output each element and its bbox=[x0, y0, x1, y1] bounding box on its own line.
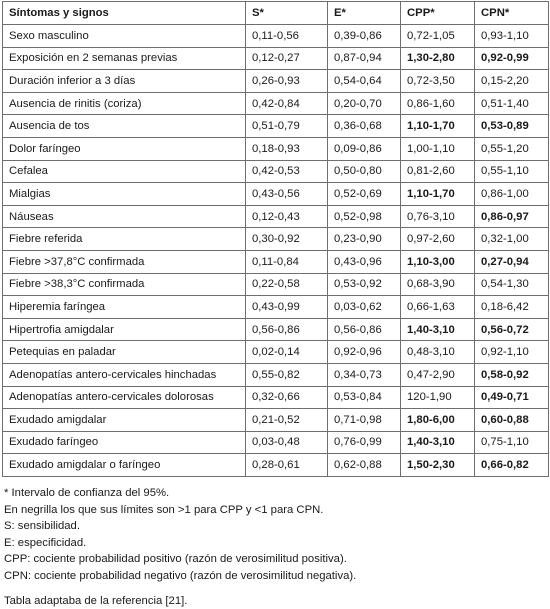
cell-cpn: 0,60-0,88 bbox=[475, 409, 549, 432]
cell-cpn: 0,93-1,10 bbox=[475, 25, 549, 48]
cell-specificity: 0,62-0,88 bbox=[328, 454, 401, 477]
footnote-cpp: CPP: cociente probabilidad positivo (razón de verosimilitud positiva). bbox=[4, 553, 347, 566]
table-row bbox=[3, 341, 549, 364]
cell-sensitivity: 0,32-0,66 bbox=[246, 386, 328, 409]
cell-sensitivity: 0,51-0,79 bbox=[246, 115, 328, 138]
footnote-bold: En negrilla los que sus límites son >1 para CPP y <1 para CPN. bbox=[4, 503, 324, 516]
table-row bbox=[3, 454, 549, 477]
cell-cpp: 0,81-2,60 bbox=[401, 160, 475, 183]
cell-symptom: Fiebre referida bbox=[3, 228, 246, 251]
cell-symptom: Fiebre >37,8°C confirmada bbox=[3, 250, 246, 273]
cell-cpp: 1,40-3,10 bbox=[401, 431, 475, 454]
table-row bbox=[3, 318, 549, 341]
cell-symptom: Adenopatías antero-cervicales dolorosas bbox=[3, 386, 246, 409]
cell-sensitivity: 0,55-0,82 bbox=[246, 363, 328, 386]
table-row bbox=[3, 160, 549, 183]
cell-cpp: 1,10-1,70 bbox=[401, 115, 475, 138]
cell-cpn: 0,58-0,92 bbox=[475, 363, 549, 386]
cell-cpp: 0,66-1,63 bbox=[401, 296, 475, 319]
cell-specificity: 0,43-0,96 bbox=[328, 250, 401, 273]
cell-sensitivity: 0,12-0,43 bbox=[246, 205, 328, 228]
cell-specificity: 0,92-0,96 bbox=[328, 341, 401, 364]
table-row bbox=[3, 363, 549, 386]
cell-specificity: 0,56-0,86 bbox=[328, 318, 401, 341]
cell-specificity: 0,53-0,84 bbox=[328, 386, 401, 409]
cell-cpp: 0,76-3,10 bbox=[401, 205, 475, 228]
cell-specificity: 0,71-0,98 bbox=[328, 409, 401, 432]
cell-specificity: 0,53-0,92 bbox=[328, 273, 401, 296]
cell-sensitivity: 0,21-0,52 bbox=[246, 409, 328, 432]
cell-sensitivity: 0,22-0,58 bbox=[246, 273, 328, 296]
cell-cpp: 0,48-3,10 bbox=[401, 341, 475, 364]
cell-sensitivity: 0,11-0,56 bbox=[246, 25, 328, 48]
table-header-row bbox=[3, 2, 549, 25]
cell-specificity: 0,36-0,68 bbox=[328, 115, 401, 138]
footnote-e: E: especificidad. bbox=[4, 536, 87, 549]
cell-cpp: 1,30-2,80 bbox=[401, 47, 475, 70]
header-specificity: E* bbox=[328, 2, 401, 25]
cell-sensitivity: 0,43-0,99 bbox=[246, 296, 328, 319]
cell-cpn: 0,18-6,42 bbox=[475, 296, 549, 319]
cell-sensitivity: 0,26-0,93 bbox=[246, 70, 328, 93]
cell-cpn: 0,54-1,30 bbox=[475, 273, 549, 296]
table-row bbox=[3, 409, 549, 432]
table-row bbox=[3, 183, 549, 206]
footnote-cpn: CPN: cociente probabilidad negativo (razón de verosimilitud negativa). bbox=[4, 569, 357, 582]
cell-sensitivity: 0,43-0,56 bbox=[246, 183, 328, 206]
cell-specificity: 0,54-0,64 bbox=[328, 70, 401, 93]
cell-specificity: 0,39-0,86 bbox=[328, 25, 401, 48]
cell-sensitivity: 0,12-0,27 bbox=[246, 47, 328, 70]
footnote-s: S: sensibilidad. bbox=[4, 520, 80, 533]
header-sensitivity: S* bbox=[246, 2, 328, 25]
cell-cpp: 1,00-1,10 bbox=[401, 137, 475, 160]
cell-cpn: 0,92-1,10 bbox=[475, 341, 549, 364]
cell-cpn: 0,51-1,40 bbox=[475, 92, 549, 115]
cell-specificity: 0,09-0,86 bbox=[328, 137, 401, 160]
cell-sensitivity: 0,11-0,84 bbox=[246, 250, 328, 273]
table-row bbox=[3, 431, 549, 454]
cell-cpp: 1,10-3,00 bbox=[401, 250, 475, 273]
cell-symptom: Fiebre >38,3°C confirmada bbox=[3, 273, 246, 296]
cell-cpn: 0,27-0,94 bbox=[475, 250, 549, 273]
table-row bbox=[3, 228, 549, 251]
table-row bbox=[3, 273, 549, 296]
cell-specificity: 0,20-0,70 bbox=[328, 92, 401, 115]
cell-symptom: Exposición en 2 semanas previas bbox=[3, 47, 246, 70]
cell-cpn: 0,86-1,00 bbox=[475, 183, 549, 206]
cell-cpp: 1,80-6,00 bbox=[401, 409, 475, 432]
cell-cpp: 0,72-3,50 bbox=[401, 70, 475, 93]
cell-cpn: 0,75-1,10 bbox=[475, 431, 549, 454]
cell-sensitivity: 0,42-0,53 bbox=[246, 160, 328, 183]
cell-symptom: Mialgias bbox=[3, 183, 246, 206]
cell-symptom: Ausencia de tos bbox=[3, 115, 246, 138]
table-row bbox=[3, 296, 549, 319]
cell-cpp: 1,50-2,30 bbox=[401, 454, 475, 477]
cell-symptom: Hiperemia faríngea bbox=[3, 296, 246, 319]
cell-symptom: Exudado amigdalar o faríngeo bbox=[3, 454, 246, 477]
cell-specificity: 0,03-0,62 bbox=[328, 296, 401, 319]
footnote-ci: * Intervalo de confianza del 95%. bbox=[4, 487, 170, 499]
table-row bbox=[3, 92, 549, 115]
cell-sensitivity: 0,02-0,14 bbox=[246, 341, 328, 364]
cell-specificity: 0,50-0,80 bbox=[328, 160, 401, 183]
table-row bbox=[3, 386, 549, 409]
cell-cpp: 1,40-3,10 bbox=[401, 318, 475, 341]
cell-cpn: 0,92-0,99 bbox=[475, 47, 549, 70]
cell-cpn: 0,66-0,82 bbox=[475, 454, 549, 477]
cell-specificity: 0,87-0,94 bbox=[328, 47, 401, 70]
cell-symptom: Exudado faríngeo bbox=[3, 431, 246, 454]
cell-symptom: Náuseas bbox=[3, 205, 246, 228]
cell-specificity: 0,52-0,98 bbox=[328, 205, 401, 228]
symptoms-table bbox=[2, 1, 549, 477]
cell-symptom: Sexo masculino bbox=[3, 25, 246, 48]
cell-specificity: 0,76-0,99 bbox=[328, 431, 401, 454]
cell-sensitivity: 0,56-0,86 bbox=[246, 318, 328, 341]
cell-sensitivity: 0,18-0,93 bbox=[246, 137, 328, 160]
cell-specificity: 0,23-0,90 bbox=[328, 228, 401, 251]
cell-sensitivity: 0,42-0,84 bbox=[246, 92, 328, 115]
header-cpn: CPN* bbox=[475, 2, 549, 25]
table-body bbox=[3, 25, 549, 477]
cell-symptom: Dolor faríngeo bbox=[3, 137, 246, 160]
cell-specificity: 0,52-0,69 bbox=[328, 183, 401, 206]
cell-cpp: 0,68-3,90 bbox=[401, 273, 475, 296]
table-row bbox=[3, 70, 549, 93]
cell-symptom: Exudado amigdalar bbox=[3, 409, 246, 432]
cell-cpn: 0,32-1,00 bbox=[475, 228, 549, 251]
cell-cpn: 0,55-1,20 bbox=[475, 137, 549, 160]
cell-cpn: 0,53-0,89 bbox=[475, 115, 549, 138]
table-row bbox=[3, 250, 549, 273]
cell-symptom: Adenopatías antero-cervicales hinchadas bbox=[3, 363, 246, 386]
cell-symptom: Duración inferior a 3 días bbox=[3, 70, 246, 93]
table-row bbox=[3, 25, 549, 48]
cell-sensitivity: 0,28-0,61 bbox=[246, 454, 328, 477]
table-row bbox=[3, 47, 549, 70]
table-row bbox=[3, 115, 549, 138]
cell-cpn: 0,56-0,72 bbox=[475, 318, 549, 341]
cell-symptom: Hipertrofia amigdalar bbox=[3, 318, 246, 341]
source-note: Tabla adaptaba de la referencia [21]. bbox=[4, 594, 188, 607]
cell-cpp: 1,10-1,70 bbox=[401, 183, 475, 206]
cell-specificity: 0,34-0,73 bbox=[328, 363, 401, 386]
cell-symptom: Ausencia de rinitis (coriza) bbox=[3, 92, 246, 115]
footnotes bbox=[4, 485, 544, 609]
table-row bbox=[3, 205, 549, 228]
cell-sensitivity: 0,03-0,48 bbox=[246, 431, 328, 454]
header-symptoms: Síntomas y signos bbox=[3, 2, 246, 25]
cell-cpp: 0,86-1,60 bbox=[401, 92, 475, 115]
table-row bbox=[3, 137, 549, 160]
cell-cpp: 0,47-2,90 bbox=[401, 363, 475, 386]
cell-symptom: Petequias en paladar bbox=[3, 341, 246, 364]
cell-cpn: 0,55-1,10 bbox=[475, 160, 549, 183]
cell-symptom: Cefalea bbox=[3, 160, 246, 183]
header-cpp: CPP* bbox=[401, 2, 475, 25]
cell-cpp: 120-1,90 bbox=[401, 386, 475, 409]
cell-cpn: 0,49-0,71 bbox=[475, 386, 549, 409]
cell-cpn: 0,86-0,97 bbox=[475, 205, 549, 228]
cell-sensitivity: 0,30-0,92 bbox=[246, 228, 328, 251]
cell-cpp: 0,97-2,60 bbox=[401, 228, 475, 251]
cell-cpp: 0,72-1,05 bbox=[401, 25, 475, 48]
cell-cpn: 0,15-2,20 bbox=[475, 70, 549, 93]
